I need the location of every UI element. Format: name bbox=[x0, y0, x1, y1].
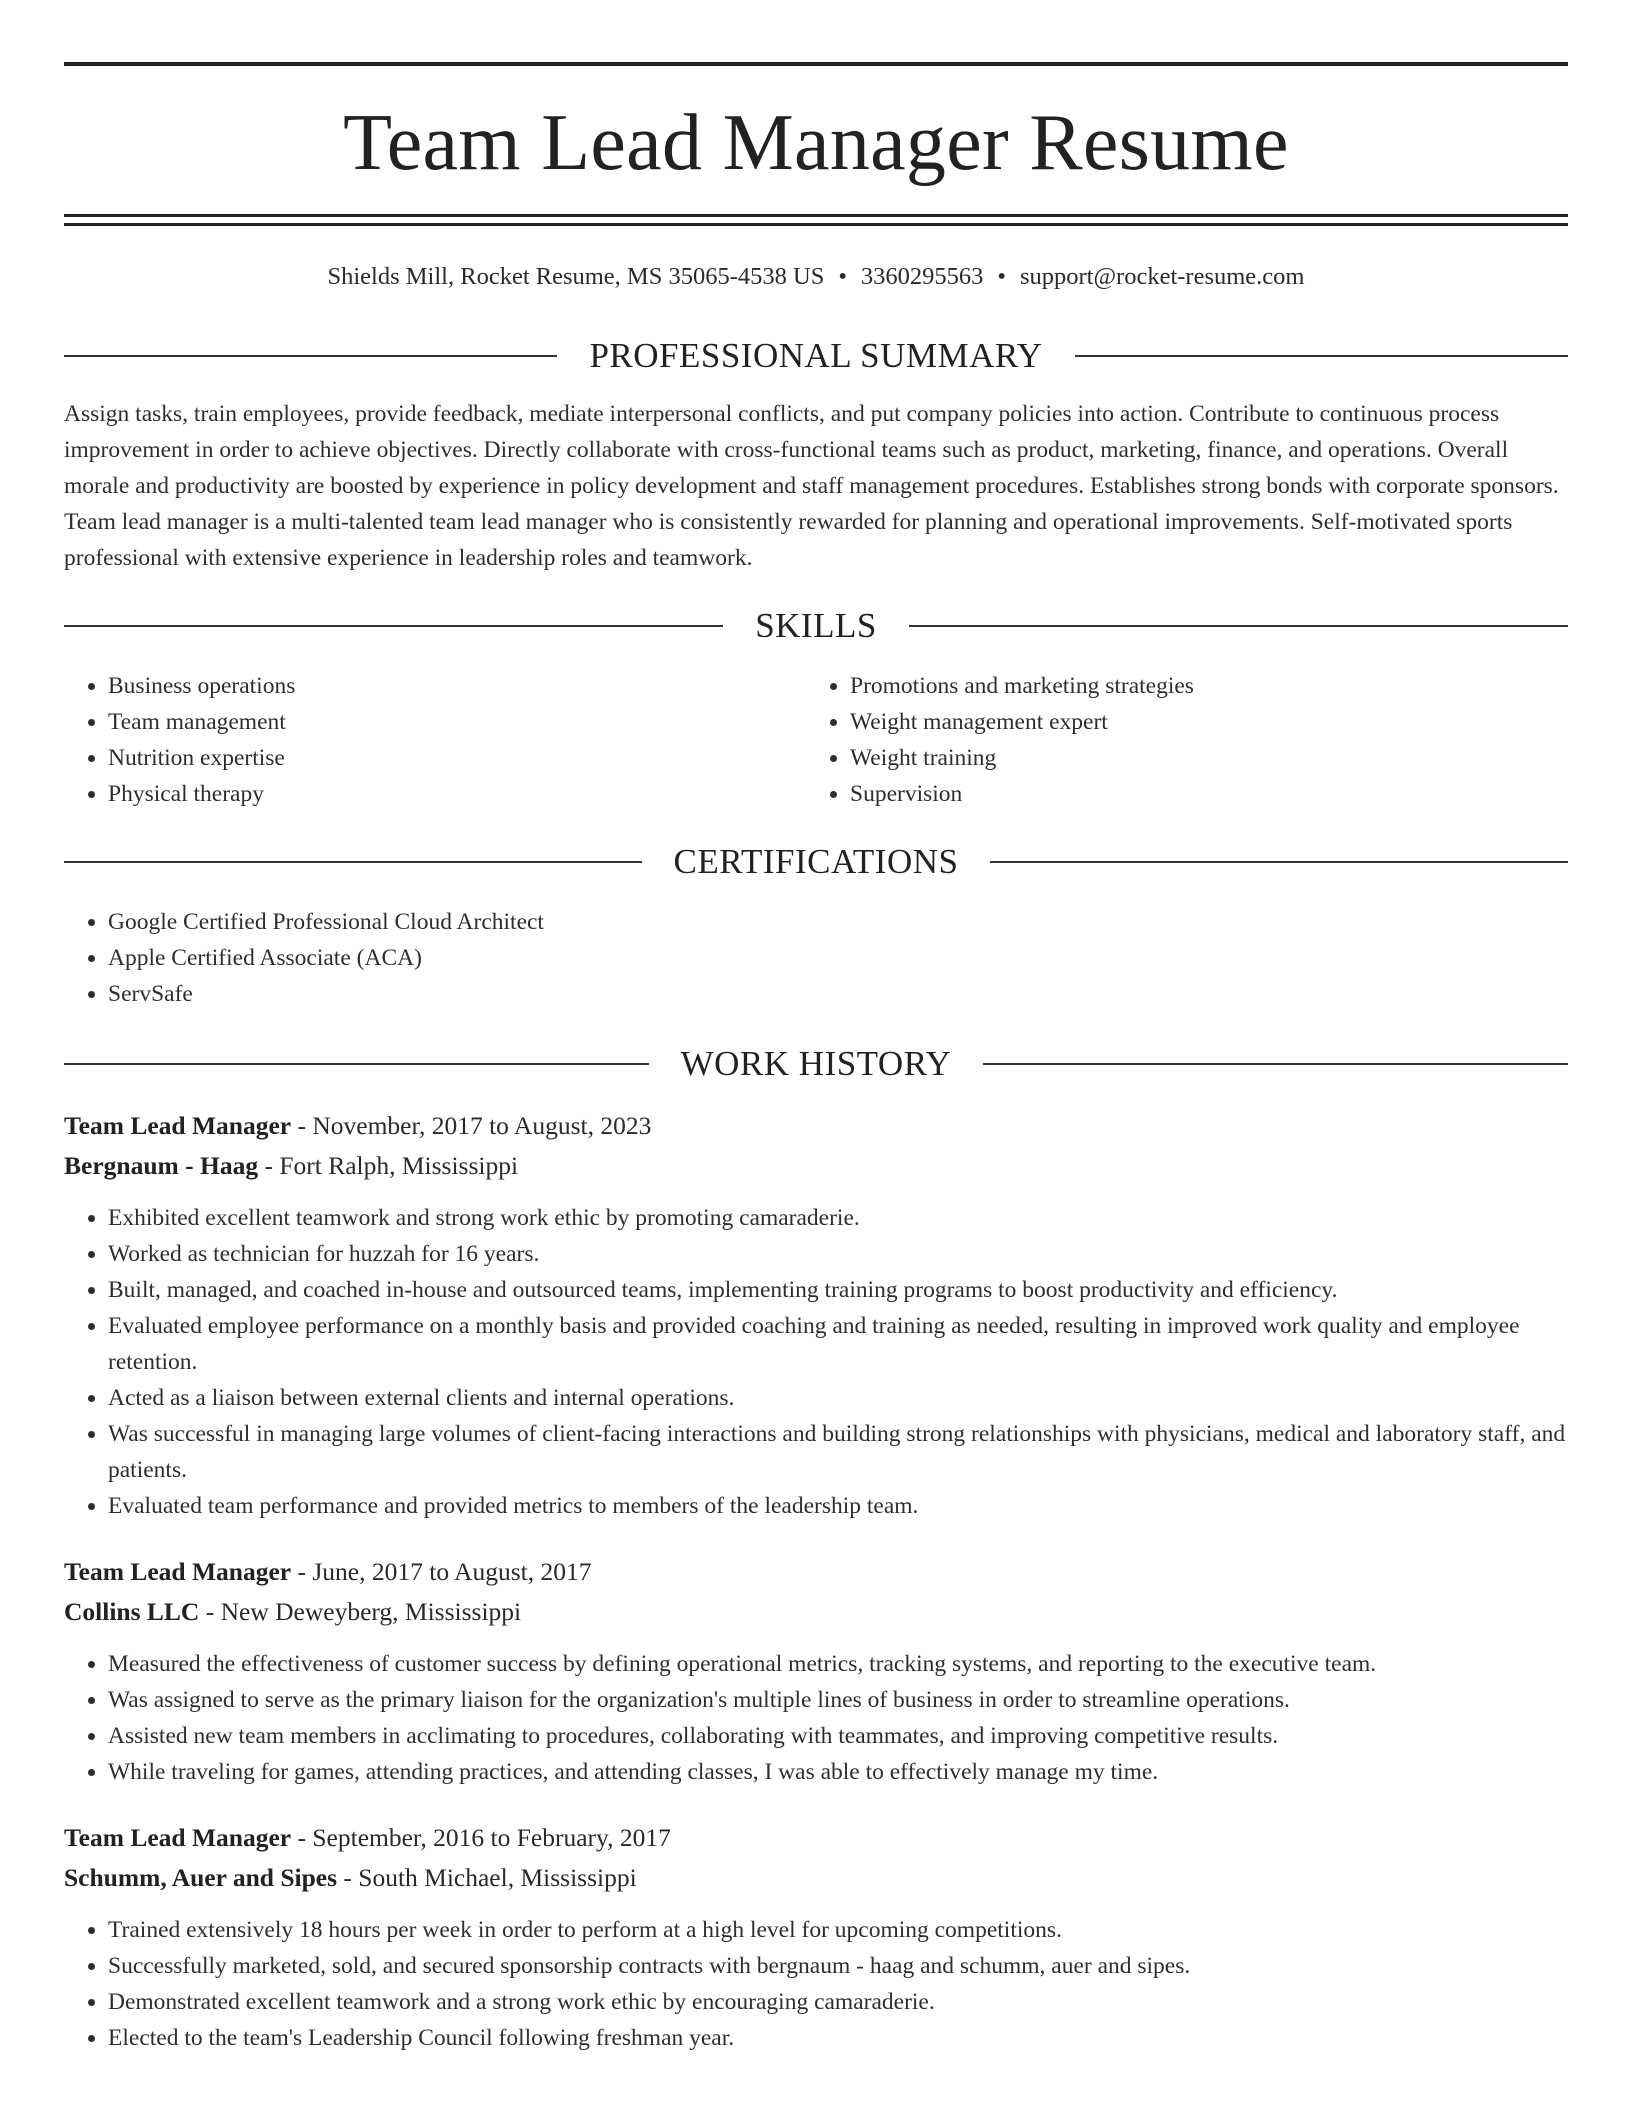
contact-line bbox=[64, 262, 1568, 292]
job-bullet: • Demonstrated excellent teamwork and a strong work ethic by encouraging camaraderie. bbox=[108, 1984, 1568, 2020]
company-name: Schumm, Auer and Sipes bbox=[64, 1863, 338, 1892]
company-line bbox=[64, 1146, 1568, 1186]
skill-item: • Supervision bbox=[850, 776, 1548, 812]
contact-phone: 3360295563 bbox=[860, 263, 984, 290]
job-bullet: • Evaluated team performance and provided metrics to members of the leadership team. bbox=[108, 1488, 1568, 1524]
section-title: CERTIFICATIONS bbox=[673, 842, 959, 881]
job-bullet: • Measured the effectiveness of customer success by defining operational metrics, tracking systems, and reporting to the executive team. bbox=[108, 1646, 1568, 1682]
skills-grid bbox=[64, 668, 1568, 812]
job-bullet: • Exhibited excellent teamwork and strong work ethic by promoting camaraderie. bbox=[108, 1200, 1568, 1236]
job-dates: - September, 2016 to February, 2017 bbox=[291, 1823, 671, 1852]
job-bullet: • Built, managed, and coached in-house and outsourced teams, implementing training programs to boost productivity and efficiency. bbox=[108, 1272, 1568, 1308]
job-title: Team Lead Manager bbox=[64, 1111, 292, 1140]
certification-item: • Apple Certified Associate (ACA) bbox=[108, 940, 1568, 976]
job-title: Team Lead Manager bbox=[64, 1557, 292, 1586]
skill-item: • Promotions and marketing strategies bbox=[850, 668, 1548, 704]
skill-item: • Nutrition expertise bbox=[108, 740, 806, 776]
section-heading-summary bbox=[64, 336, 1568, 376]
job-title-line bbox=[64, 1552, 1568, 1592]
heading-rule-left bbox=[64, 355, 557, 357]
job-bullets bbox=[64, 1646, 1568, 1790]
top-rule bbox=[64, 62, 1568, 66]
job-title-line bbox=[64, 1818, 1568, 1858]
job-bullet: • Successfully marketed, sold, and secured sponsorship contracts with bergnaum - haag and schumm, auer and sipes. bbox=[108, 1948, 1568, 1984]
skills-list-right bbox=[806, 668, 1548, 812]
job-dates: - November, 2017 to August, 2023 bbox=[291, 1111, 652, 1140]
section-title: PROFESSIONAL SUMMARY bbox=[589, 336, 1043, 375]
job-bullets bbox=[64, 1912, 1568, 2056]
heading-rule-right bbox=[1075, 355, 1568, 357]
job-bullet: • Elected to the team's Leadership Council following freshman year. bbox=[108, 2020, 1568, 2056]
section-title: WORK HISTORY bbox=[680, 1044, 952, 1083]
certification-item: • ServSafe bbox=[108, 976, 1568, 1012]
job-dates: - June, 2017 to August, 2017 bbox=[291, 1557, 592, 1586]
skills-column-right bbox=[806, 668, 1548, 812]
heading-rule-right bbox=[990, 861, 1568, 863]
summary-text: Assign tasks, train employees, provide feedback, mediate interpersonal conflicts, and put company policies into action. Contribute to continuous process improvement in order to achieve objectives. Directly collaborate with cross-functional teams such as product, marketing, finance, and operations. Overall morale and productivity are boosted by experience in policy development and staff management procedures. Establishes strong bonds with corporate sponsors. Team lead manager is a multi-talented team lead manager who is consistently rewarded for planning and operational improvements. Self-motivated sports professional with extensive experience in leadership roles and teamwork. bbox=[64, 401, 1559, 571]
heading-rule-left bbox=[64, 1063, 649, 1065]
job-bullet: • While traveling for games, attending practices, and attending classes, I was able to effectively manage my time. bbox=[108, 1754, 1568, 1790]
certifications-list bbox=[64, 904, 1568, 1012]
skill-item: • Team management bbox=[108, 704, 806, 740]
job-title-line bbox=[64, 1106, 1568, 1146]
contact-address: Shields Mill, Rocket Resume, MS 35065-4538 US bbox=[327, 263, 825, 290]
company-location: - New Deweyberg, Mississippi bbox=[199, 1597, 522, 1626]
job-bullet: • Trained extensively 18 hours per week in order to perform at a high level for upcoming competitions. bbox=[108, 1912, 1568, 1948]
heading-rule-left bbox=[64, 625, 723, 627]
job-bullet: • Was assigned to serve as the primary liaison for the organization's multiple lines of business in order to streamline operations. bbox=[108, 1682, 1568, 1718]
skills-list-left bbox=[64, 668, 806, 812]
contact-email: support@rocket-resume.com bbox=[1019, 263, 1305, 290]
skill-item: • Physical therapy bbox=[108, 776, 806, 812]
title-double-rule bbox=[64, 214, 1568, 226]
job-bullet: • Acted as a liaison between external clients and internal operations. bbox=[108, 1380, 1568, 1416]
heading-rule-left bbox=[64, 861, 642, 863]
skill-item: • Weight management expert bbox=[850, 704, 1548, 740]
certifications-block bbox=[64, 904, 1568, 1012]
company-location: - South Michael, Mississippi bbox=[337, 1863, 637, 1892]
section-title: SKILLS bbox=[755, 606, 877, 645]
contact-separator: • bbox=[997, 263, 1006, 290]
job-bullet: • Assisted new team members in acclimating to procedures, collaborating with teammates, and improving competitive results. bbox=[108, 1718, 1568, 1754]
company-line bbox=[64, 1858, 1568, 1898]
skill-item: • Business operations bbox=[108, 668, 806, 704]
heading-rule-right bbox=[909, 625, 1568, 627]
job-title: Team Lead Manager bbox=[64, 1823, 292, 1852]
section-heading-skills bbox=[64, 606, 1568, 646]
company-name: Collins LLC bbox=[64, 1597, 200, 1626]
skills-column-left bbox=[64, 668, 806, 812]
skill-item: • Weight training bbox=[850, 740, 1548, 776]
job-bullet: • Was successful in managing large volumes of client-facing interactions and building strong relationships with physicians, medical and laboratory staff, and patients. bbox=[108, 1416, 1568, 1488]
job-bullet: • Worked as technician for huzzah for 16 years. bbox=[108, 1236, 1568, 1272]
job-bullet: • Evaluated employee performance on a monthly basis and provided coaching and training as needed, resulting in improved work quality and employee retention. bbox=[108, 1308, 1568, 1380]
job-entry bbox=[64, 1106, 1568, 1524]
company-name: Bergnaum - Haag bbox=[64, 1151, 259, 1180]
job-entry bbox=[64, 1818, 1568, 2056]
heading-rule-right bbox=[983, 1063, 1568, 1065]
section-heading-certifications bbox=[64, 842, 1568, 882]
job-entry bbox=[64, 1552, 1568, 1790]
section-heading-work-history bbox=[64, 1044, 1568, 1084]
contact-separator: • bbox=[838, 263, 847, 290]
certification-item: • Google Certified Professional Cloud Architect bbox=[108, 904, 1568, 940]
resume-title: Team Lead Manager Resume bbox=[343, 99, 1289, 187]
company-location: - Fort Ralph, Mississippi bbox=[258, 1151, 519, 1180]
job-bullets bbox=[64, 1200, 1568, 1524]
company-line bbox=[64, 1592, 1568, 1632]
